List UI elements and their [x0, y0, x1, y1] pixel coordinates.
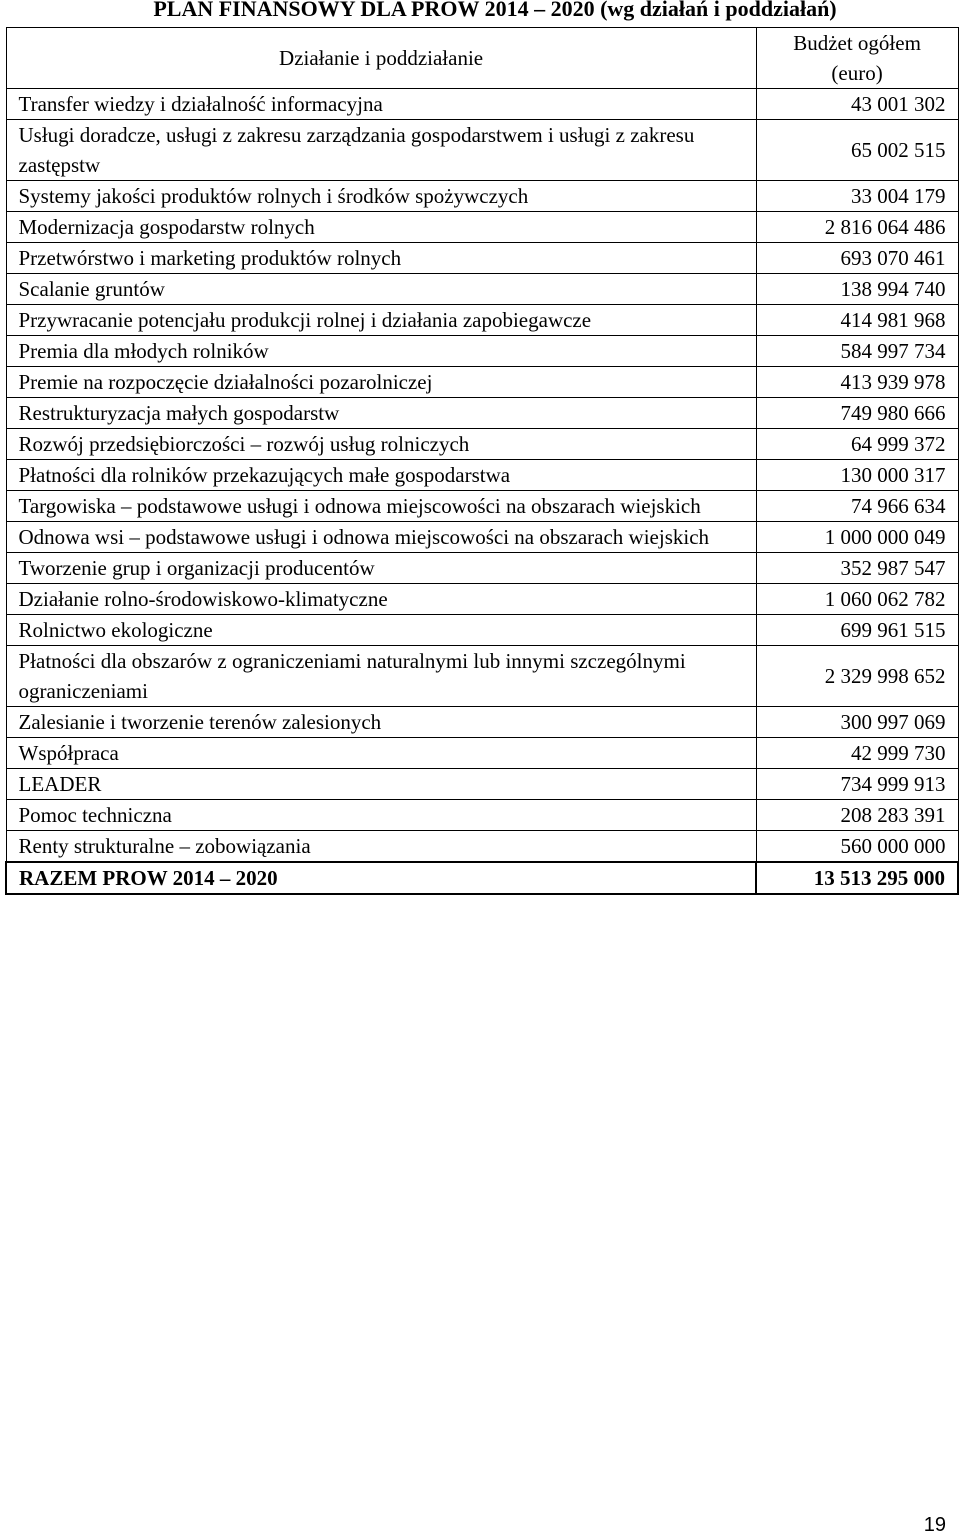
budget-value: 1 060 062 782 [756, 584, 958, 615]
measure-name: LEADER [6, 769, 756, 800]
budget-value: 65 002 515 [756, 120, 958, 181]
table-row [6, 398, 958, 429]
total-label: RAZEM PROW 2014 – 2020 [6, 862, 756, 894]
measure-name: Premia dla młodych rolników [6, 336, 756, 367]
measure-name: Płatności dla obszarów z ograniczeniami naturalnymi lub innymi szczególnymi ograniczeniami [6, 646, 756, 707]
measure-name: Systemy jakości produktów rolnych i środków spożywczych [6, 181, 756, 212]
table-row [6, 305, 958, 336]
table-row [6, 212, 958, 243]
budget-value: 749 980 666 [756, 398, 958, 429]
total-row [6, 862, 958, 894]
budget-value: 300 997 069 [756, 707, 958, 738]
budget-value: 352 987 547 [756, 553, 958, 584]
measure-name: Tworzenie grup i organizacji producentów [6, 553, 756, 584]
table-row [6, 336, 958, 367]
budget-value: 734 999 913 [756, 769, 958, 800]
budget-value: 584 997 734 [756, 336, 958, 367]
measure-name: Usługi doradcze, usługi z zakresu zarządzania gospodarstwem i usługi z zakresu zastępstw [6, 120, 756, 181]
page-number: 19 [923, 1514, 946, 1536]
total-value: 13 513 295 000 [756, 862, 958, 894]
table-row [6, 646, 958, 707]
column-header-budget: Budżet ogółem (euro) [756, 28, 958, 89]
budget-value: 33 004 179 [756, 181, 958, 212]
budget-value: 138 994 740 [756, 274, 958, 305]
measure-name: Przywracanie potencjału produkcji rolnej i działania zapobiegawcze [6, 305, 756, 336]
budget-value: 693 070 461 [756, 243, 958, 274]
budget-value: 64 999 372 [756, 429, 958, 460]
table-row [6, 460, 958, 491]
table-row [6, 429, 958, 460]
table-row [6, 120, 958, 181]
budget-value: 699 961 515 [756, 615, 958, 646]
measure-name: Pomoc techniczna [6, 800, 756, 831]
measure-name: Premie na rozpoczęcie działalności pozarolniczej [6, 367, 756, 398]
table-row [6, 243, 958, 274]
table-row [6, 367, 958, 398]
table-row [6, 707, 958, 738]
budget-value: 413 939 978 [756, 367, 958, 398]
measure-name: Scalanie gruntów [6, 274, 756, 305]
table-row [6, 491, 958, 522]
budget-value: 130 000 317 [756, 460, 958, 491]
budget-value: 43 001 302 [756, 89, 958, 120]
measure-name: Renty strukturalne – zobowiązania [6, 831, 756, 863]
table-row [6, 553, 958, 584]
measure-name: Targowiska – podstawowe usługi i odnowa miejscowości na obszarach wiejskich [6, 491, 756, 522]
table-row [6, 181, 958, 212]
budget-value: 414 981 968 [756, 305, 958, 336]
table-row [6, 274, 958, 305]
financial-plan-table [5, 27, 959, 895]
table-header-row [6, 28, 958, 89]
measure-name: Modernizacja gospodarstw rolnych [6, 212, 756, 243]
measure-name: Rozwój przedsiębiorczości – rozwój usług rolniczych [6, 429, 756, 460]
table-row [6, 584, 958, 615]
table-row [6, 615, 958, 646]
budget-value: 42 999 730 [756, 738, 958, 769]
table-row [6, 522, 958, 553]
measure-name: Odnowa wsi – podstawowe usługi i odnowa miejscowości na obszarach wiejskich [6, 522, 756, 553]
budget-value: 2 816 064 486 [756, 212, 958, 243]
page-title: PLAN FINANSOWY DLA PROW 2014 – 2020 (wg działań i poddziałań) [153, 0, 837, 21]
table-row [6, 769, 958, 800]
measure-name: Zalesianie i tworzenie terenów zalesionych [6, 707, 756, 738]
measure-name: Współpraca [6, 738, 756, 769]
table-row [6, 738, 958, 769]
budget-value: 208 283 391 [756, 800, 958, 831]
table-row [6, 831, 958, 863]
measure-name: Przetwórstwo i marketing produktów rolnych [6, 243, 756, 274]
measure-name: Restrukturyzacja małych gospodarstw [6, 398, 756, 429]
table-row [6, 800, 958, 831]
measure-name: Rolnictwo ekologiczne [6, 615, 756, 646]
budget-value: 1 000 000 049 [756, 522, 958, 553]
table-row [6, 89, 958, 120]
measure-name: Działanie rolno-środowiskowo-klimatyczne [6, 584, 756, 615]
measure-name: Transfer wiedzy i działalność informacyjna [6, 89, 756, 120]
budget-value: 560 000 000 [756, 831, 958, 863]
budget-value: 74 966 634 [756, 491, 958, 522]
measure-name: Płatności dla rolników przekazujących małe gospodarstwa [6, 460, 756, 491]
budget-value: 2 329 998 652 [756, 646, 958, 707]
column-header-measure: Działanie i poddziałanie [6, 28, 756, 89]
